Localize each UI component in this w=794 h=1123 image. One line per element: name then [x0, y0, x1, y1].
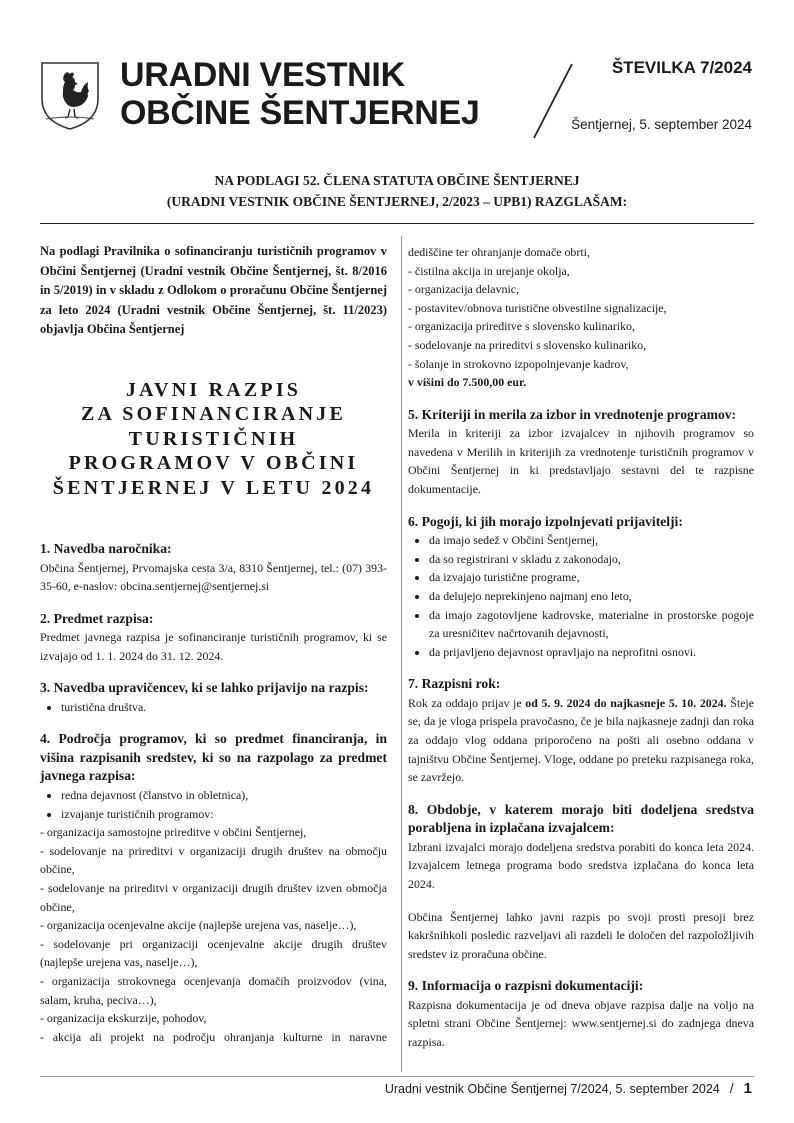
list-item: - sodelovanje na prireditvi v organizaciji drugih društev na območju občine, [40, 843, 387, 877]
publication-title [120, 56, 480, 132]
section-heading: 1. Navedba naročnika: [40, 541, 172, 556]
list-item: - sodelovanje na prireditvi v organizaciji drugih društev izven območja občine, [40, 880, 387, 914]
list-item: - čistilna akcija in urejanje okolja, [408, 263, 570, 278]
list-item-continuation: dediščine ter ohranjanje domače obrti, [408, 245, 590, 259]
list-item: - postavitev/obnova turistične obvestilne signalizacije, [408, 300, 667, 315]
title-line-1: URADNI VESTNIK [120, 56, 405, 94]
section-heading: 8. Obdobje, v katerem morajo biti dodeljena sredstva porabljena in izplačana izvajalcem: [408, 801, 754, 836]
section-text: Merila in kriteriji za izbor izvajalcev in njihovih programov so navedena v Merilih in kriterijih za vrednotenje turističnih programov v Občini Šentjernej in ki predstavljajo sestavni del te razpisne dokumentacije. [408, 426, 754, 497]
list-item: • turistična društva. [61, 698, 387, 717]
list-item: - sodelovanje pri organizaciji ocenjevalne akcije drugih društev (najlepše urejena vas, naselje…), [40, 936, 387, 970]
document-title-line: TURISTIČNIH [128, 427, 299, 450]
section-text [408, 694, 754, 787]
document-title [40, 378, 387, 501]
deadline-pre: Rok za oddajo prijav je [408, 695, 526, 710]
footer-text: Uradni vestnik Občine Šentjernej 7/2024, 5. september 2024 [384, 1082, 720, 1096]
column-divider [401, 236, 402, 1072]
page-number: 1 [743, 1080, 752, 1097]
list-item: • izvajanje turističnih programov: [61, 805, 387, 824]
list-item: - akcija ali projekt na področju ohranjanja kulturne in naravne [40, 1029, 387, 1044]
list-item: • da imajo zagotovljene kadrovske, materialne in prostorske pogoje za uresničitev načrtovanih dejavnosti, [429, 606, 754, 643]
bullet-list [40, 698, 387, 717]
left-column [40, 242, 387, 1046]
deadline-post: Šteje se, da je vloga prispela pravočasno, če je bila najkasneje zadnji dan roka za oddajo vlog oddana priporočeno na pošti ali osebno oddana v tajništvu Občine Šentjernej. Vloge, oddane po preteku razpisanega roka, se zavržejo. [408, 695, 755, 785]
intro-paragraph: Na podlagi Pravilnika o sofinanciranju turističnih programov v Občini Šentjernej (Uradni vestnik Občine Šentjernej, št. 8/2016 in 5/2019) in v skladu z Odlokom o proračunu Občine Šentjernej za leto 2024 (Uradni vestnik Občine Šentjernej, št. 11/2023) objavlja Občina Šentjernej [40, 244, 387, 336]
section-text: Občina Šentjernej lahko javni razpis po svoji prosti presoji brez kakršnihkoli posledic razveljavi ali razdeli le določen del razpoložljivih sredstev iz proračuna občine. [408, 909, 754, 961]
proclamation-line-2: (URADNI VESTNIK OBČINE ŠENTJERNEJ, 2/2023 – UPB1) RAZGLAŠAM: [166, 194, 628, 209]
list-item: • da imajo sedež v Občini Šentjernej, [429, 531, 754, 550]
funding-amount: v višini do 7.500,00 eur. [408, 375, 527, 390]
list-item: • da prijavljeno dejavnost opravljajo na neprofitni osnovi. [429, 643, 754, 662]
section-text: Občina Šentjernej, Prvomajska cesta 3/a, 8310 Šentjernej, tel.: (07) 393-35-60, e-naslov: obcina.sentjernej@sentjernej.si [40, 560, 387, 594]
list-item: - sodelovanje na prireditvi s slovensko kulinariko, [408, 337, 647, 352]
footer-divider [40, 1076, 754, 1077]
issue-date: Šentjernej, 5. september 2024 [571, 117, 752, 132]
list-item: • da so registrirani v skladu z zakonodajo, [429, 550, 754, 569]
document-title-line: ZA SOFINANCIRANJE [81, 403, 346, 425]
list-item: - organizacija delavnic, [408, 282, 520, 297]
document-title-line: ŠENTJERNEJ V LETU 2024 [52, 476, 375, 499]
deadline-dates: od 5. 9. 2024 do najkasneje 5. 10. 2024. [525, 695, 727, 710]
title-line-2: OBČINE ŠENTJERNEJ [120, 94, 480, 132]
right-column [408, 243, 754, 1052]
section-heading: 3. Navedba upravičencev, ki se lahko prijavijo na razpis: [40, 680, 369, 696]
list-item: - organizacija strokovnega ocenjevanja domačih proizvodov (vina, salam, kruha, peciva…), [40, 973, 387, 1007]
list-item: - šolanje in strokovno izpopolnjevanje kadrov, [408, 356, 629, 371]
list-item: - organizacija prireditve s slovensko kulinariko, [408, 319, 635, 334]
section-heading: 5. Kriteriji in merila za izbor in vrednotenje programov: [408, 406, 737, 422]
bullet-list [40, 786, 387, 823]
section-heading: 9. Informacija o razpisni dokumentaciji: [408, 978, 644, 994]
list-item: - organizacija ocenjevalne akcije (najlepše urejena vas, naselje…), [40, 918, 357, 933]
proclamation-line-1: NA PODLAGI 52. ČLENA STATUTA OBČINE ŠENTJERNEJ [214, 173, 580, 188]
section-heading: 2. Predmet razpisa: [40, 610, 154, 626]
section-text: Predmet javnega razpisa je sofinanciranje turističnih programov, ki se izvajajo od 1. 1. 2024 do 31. 12. 2024. [40, 630, 387, 663]
coat-of-arms-logo [40, 61, 100, 131]
divider-top [40, 223, 754, 224]
section-text: Razpisna dokumentacija je od dneva objave razpisa dalje na voljo na spletni strani Občine Šentjernej: www.sentjernej.si do zadnjega dneva razpisa. [408, 997, 754, 1049]
list-item: - organizacija samostojne prireditve v občini Šentjernej, [40, 825, 307, 840]
proclamation [40, 170, 754, 212]
list-item: - organizacija ekskurzije, pohodov, [40, 1011, 207, 1026]
section-heading: 4. Področja programov, ki so predmet financiranja, in višina razpisanih sredstev, ki so na razpolago za predmet javnega razpisa: [40, 731, 387, 784]
footer-separator: / [729, 1080, 734, 1096]
issue-number: ŠTEVILKA 7/2024 [611, 58, 752, 77]
document-title-line: PROGRAMOV V OBČINI [68, 452, 359, 474]
section-heading: 7. Razpisni rok: [408, 676, 501, 692]
list-item: • da delujejo neprekinjeno najmanj eno leto, [429, 587, 754, 606]
bullet-list [408, 531, 754, 661]
list-item: • redna dejavnost (članstvo in obletnica), [61, 786, 387, 805]
section-text: Izbrani izvajalci morajo dodeljena sredstva porabiti do konca leta 2024. Izvajalcem letnega programa bodo sredstva izplačana do konca leta 2024. [408, 839, 754, 891]
page-footer [385, 1080, 752, 1097]
document-title-line: JAVNI RAZPIS [125, 378, 302, 401]
list-item: • da izvajajo turistične programe, [429, 568, 754, 587]
section-heading: 6. Pogoji, ki jih morajo izpolnjevati prijavitelji: [408, 513, 683, 529]
